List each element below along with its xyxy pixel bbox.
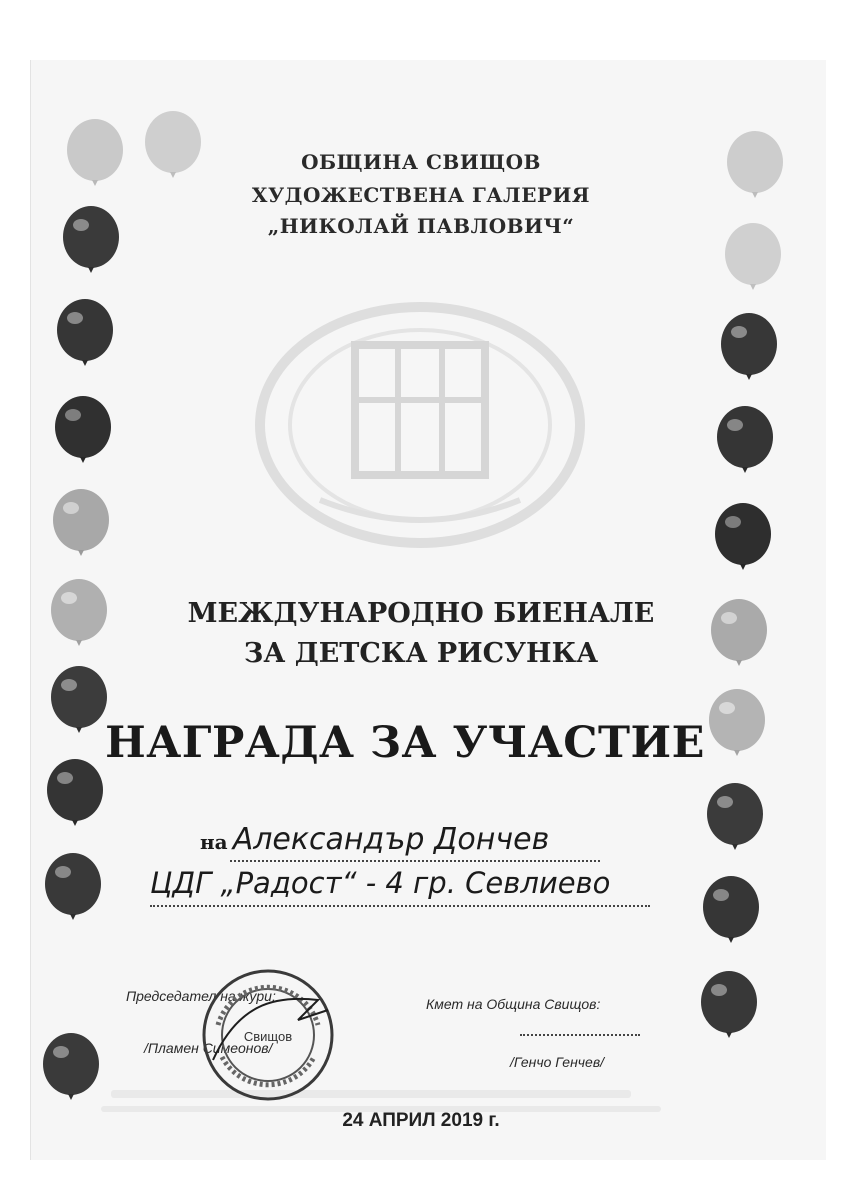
balloon-icon [698,875,764,951]
recipient-line [200,822,640,857]
balloon-icon [710,502,776,578]
balloon-icon [48,488,114,564]
balloon-icon [52,298,118,374]
mayor-name: /Генчо Генчев/ [510,1054,605,1070]
recipient-name: Александър Дончев [232,822,550,857]
balloon-icon [46,665,112,741]
balloon-icon [704,688,770,764]
jury-chair-role: Председател на жури: [126,988,276,1004]
balloon-icon [40,852,106,928]
recipient-name-underline [230,860,600,862]
recipient-school-underline [150,905,650,907]
mayor-role: Кмет на Община Свищов: [426,996,601,1012]
recipient-prefix: на [200,830,228,854]
mayor-signature-line [520,1034,640,1036]
header-line-1: ОБЩИНА СВИЩОВ [301,150,541,174]
balloon-icon [696,970,762,1046]
header-line-3: „НИКОЛАЙ ПАВЛОВИЧ“ [267,214,575,238]
stamp-center-text: Свищов [243,1029,293,1044]
event-title-line-1: МЕЖДУНАРОДНО БИЕНАЛЕ [187,598,655,629]
award-title: НАГРАДА ЗА УЧАСТИЕ [105,718,705,768]
issue-date: 24 АПРИЛ 2019 г. [342,1110,500,1131]
balloon-icon [716,312,782,388]
gallery-emblem-watermark [250,300,590,550]
event-title-line-2: ЗА ДЕТСКА РИСУНКА [243,638,599,669]
balloon-icon [42,758,108,834]
balloon-icon [702,782,768,858]
balloon-icon [140,110,206,186]
recipient-school: ЦДГ „Радост“ - 4 гр. Севлиево [150,866,611,900]
jury-chair-name: /Пламен Симеонов/ [144,1040,273,1056]
balloon-icon [50,395,116,471]
balloon-icon [712,405,778,481]
header-line-2: ХУДОЖЕСТВЕНА ГАЛЕРИЯ [251,183,591,207]
official-stamp [198,965,338,1105]
balloon-icon [38,1032,104,1108]
